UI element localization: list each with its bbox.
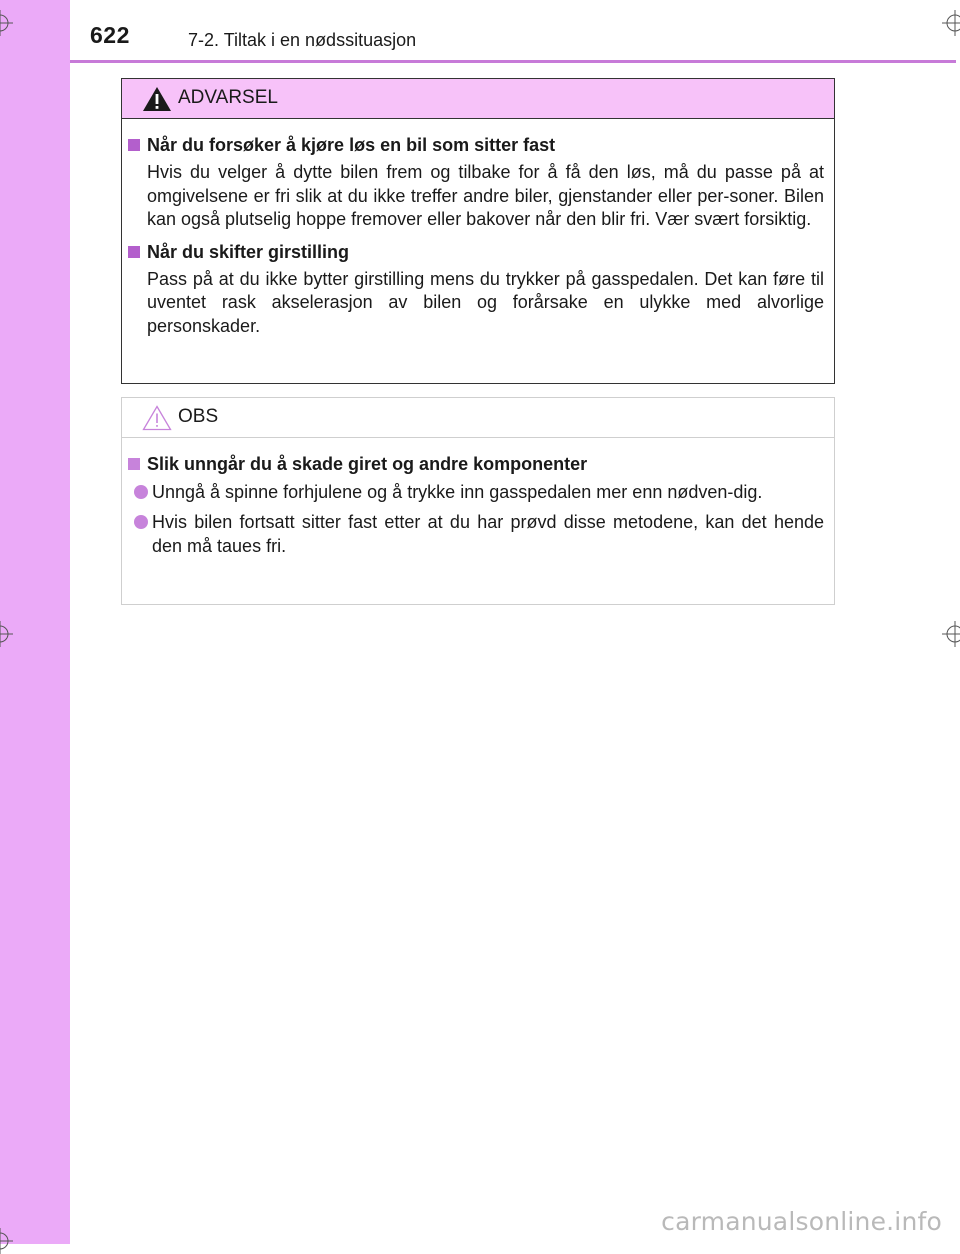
caution-box: [121, 397, 835, 605]
warning-label: ADVARSEL: [178, 87, 278, 108]
registration-mark-icon: [0, 621, 13, 647]
warning-item-title: Når du forsøker å kjøre løs en bil som sitter fast: [147, 135, 556, 155]
caution-triangle-icon: [142, 405, 172, 431]
warning-item-text: Pass på at du ikke bytter girstilling mens du trykker på gasspedalen. Det kan føre til uventet rask akselerasjon av bilen og forårsake en ulykke med alvorlige personskader.: [147, 268, 824, 336]
warning-body: [122, 119, 834, 338]
round-bullet-icon: [134, 485, 148, 499]
warning-item: [128, 133, 824, 232]
registration-mark-icon: [0, 1228, 13, 1254]
caution-label: OBS: [178, 406, 219, 427]
warning-header: [122, 79, 834, 119]
registration-mark-icon: [942, 10, 960, 36]
square-bullet-icon: [128, 139, 140, 151]
warning-item-title: Når du skifter girstilling: [147, 241, 350, 262]
header-rule: [70, 60, 956, 63]
watermark: carmanualsonline.info: [661, 1207, 942, 1236]
caution-title: Slik unngår du å skade giret og andre komponenter: [147, 454, 588, 474]
caution-point-text: Unngå å spinne forhjulene og å trykke inn gasspedalen mer enn nødven-dig.: [152, 482, 763, 502]
caution-point: [134, 480, 824, 504]
round-bullet-icon: [134, 515, 148, 529]
warning-box: [121, 78, 835, 384]
section-title: 7-2. Tiltak i en nødssituasjon: [188, 30, 417, 50]
warning-item-text: Hvis du velger å dytte bilen frem og tilbake for å få den løs, må du passe på at omgivelsene er fri slik at du ikke treffer andre biler, gjenstander eller per-soner. Bilen kan også plutselig hoppe fremover eller bakover når den blir fri. Vær svært forsiktig.: [147, 162, 824, 229]
caution-point: [134, 510, 824, 558]
square-bullet-icon: [128, 246, 140, 258]
registration-mark-icon: [0, 10, 13, 36]
warning-item: [128, 240, 824, 339]
page-number: 622: [90, 22, 130, 48]
warning-triangle-icon: [142, 86, 172, 112]
caution-header: [122, 398, 834, 438]
registration-mark-icon: [942, 621, 960, 647]
caution-body: [122, 438, 834, 558]
square-bullet-icon: [128, 458, 140, 470]
caution-point-text: Hvis bilen fortsatt sitter fast etter at du har prøvd disse metodene, kan det hende den må taues fri.: [152, 512, 824, 556]
